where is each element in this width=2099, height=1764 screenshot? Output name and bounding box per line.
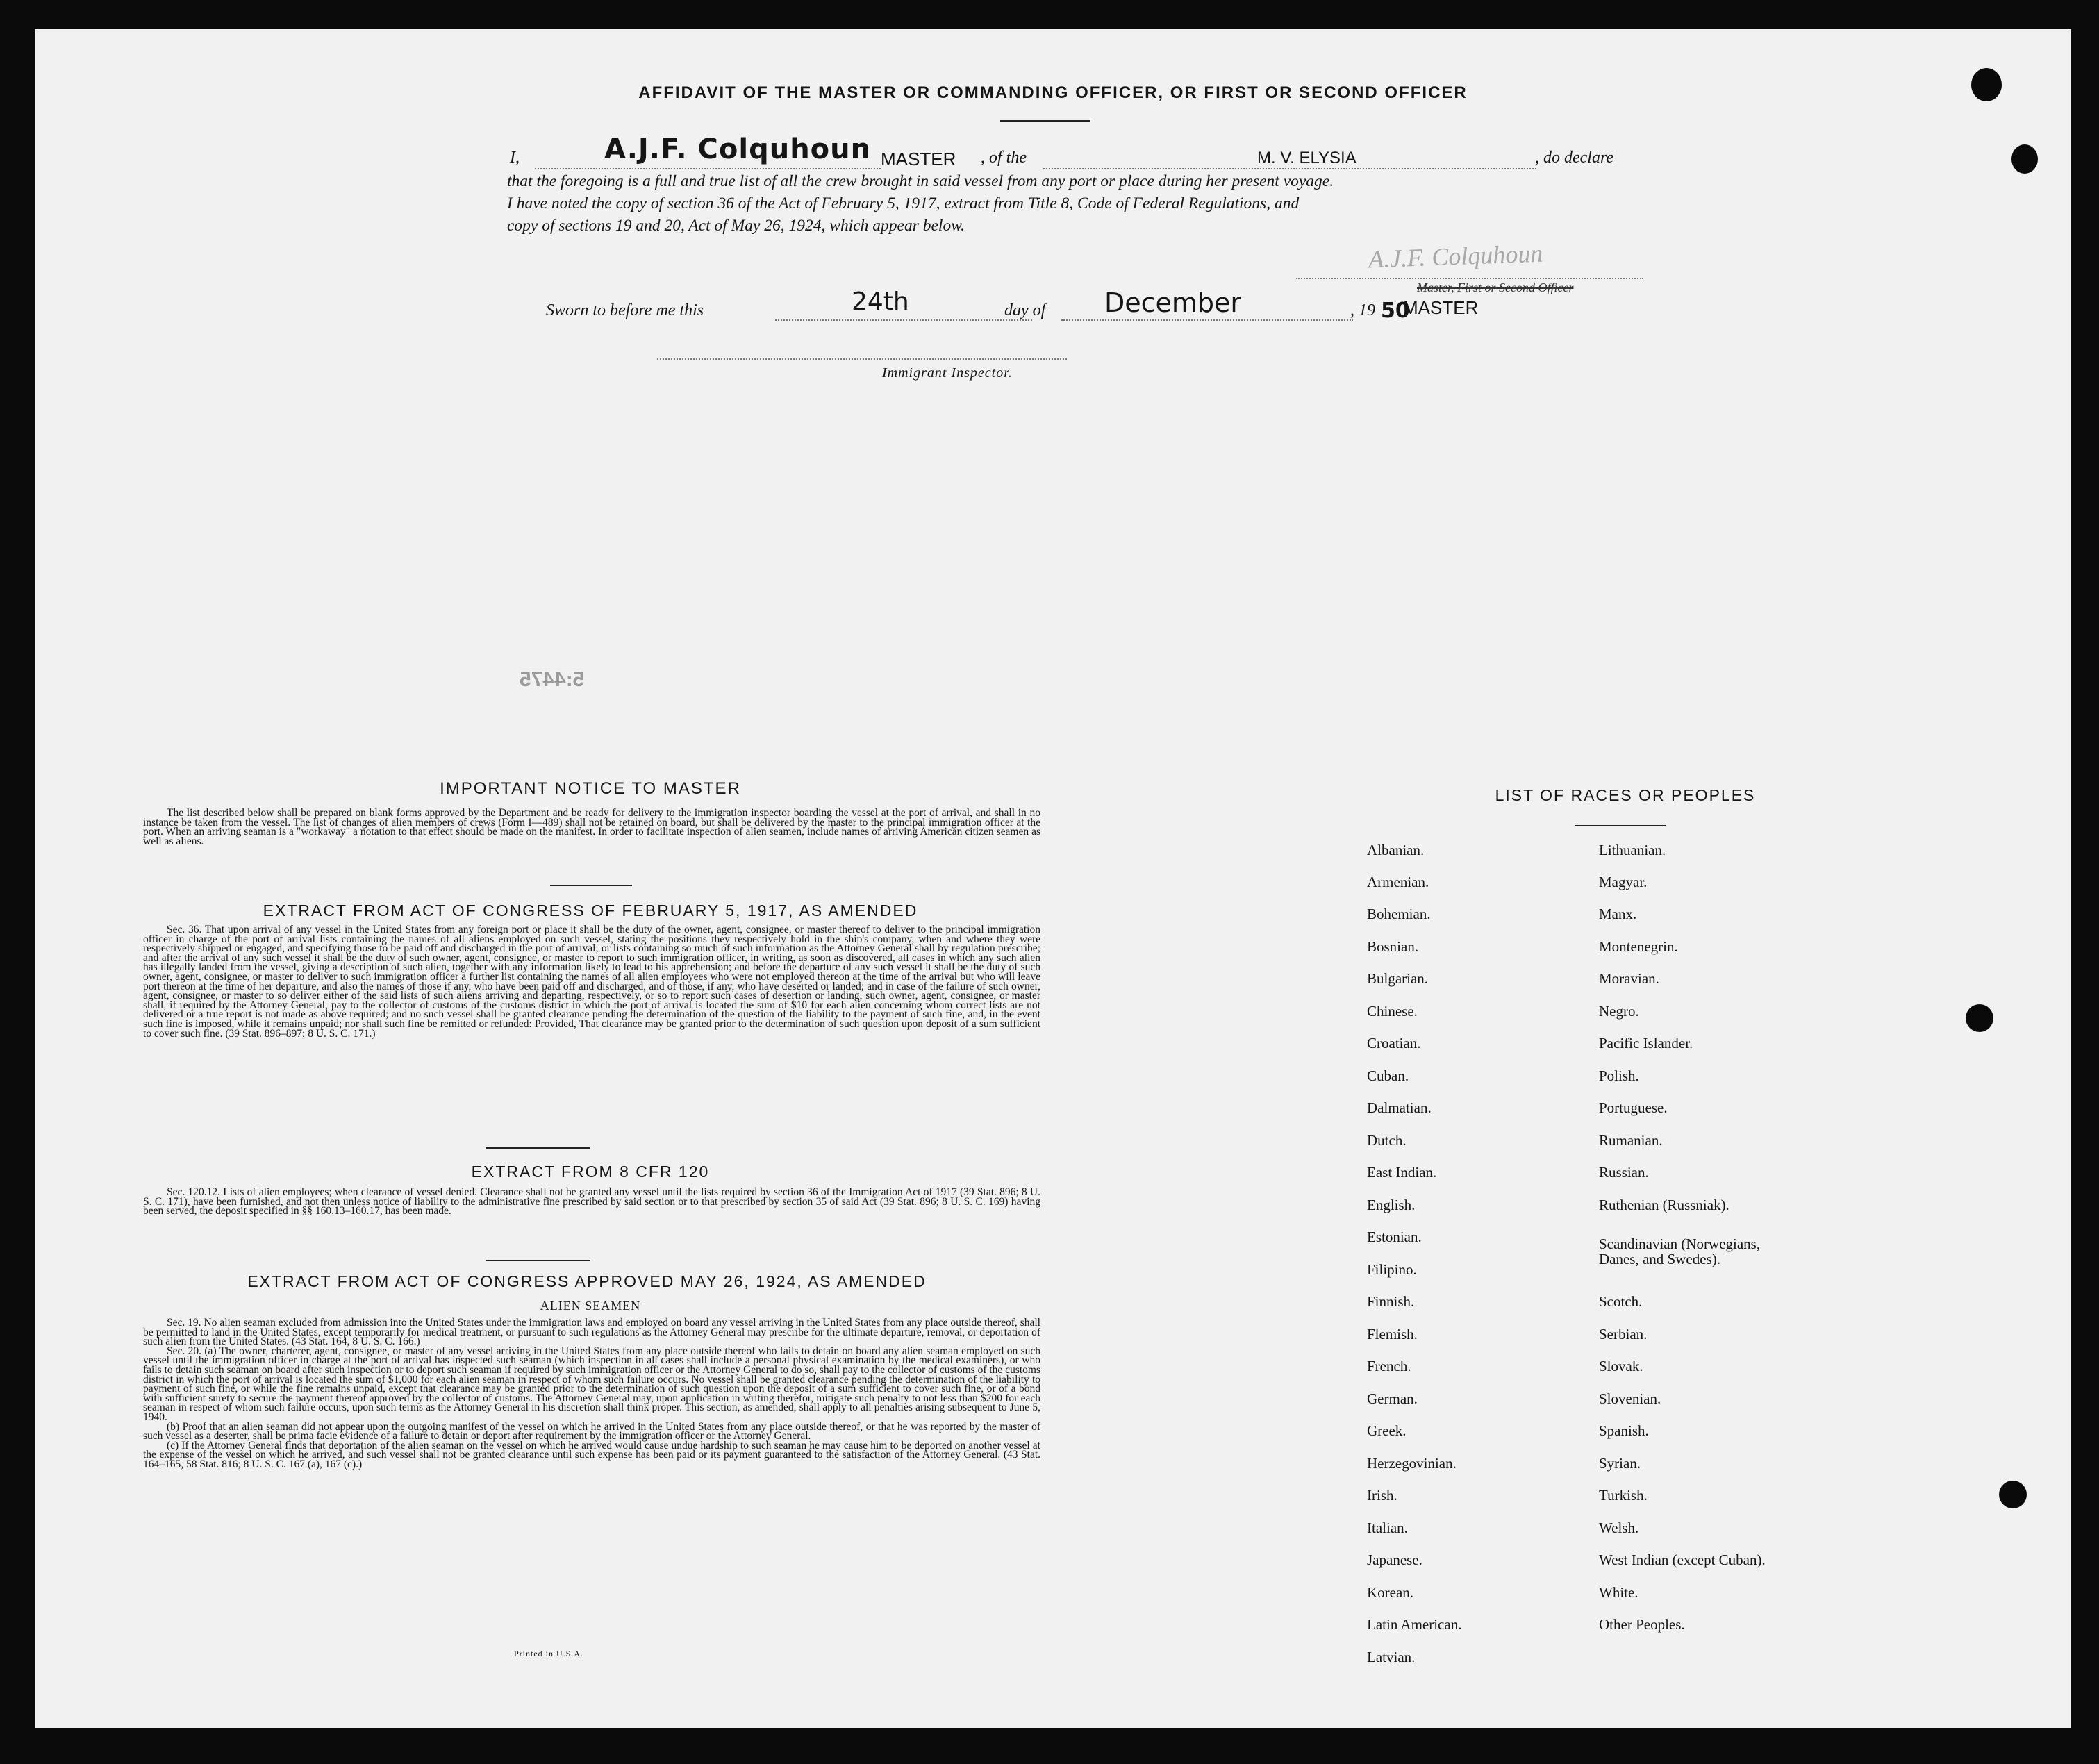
extract-1924-title: EXTRACT FROM ACT OF CONGRESS APPROVED MAY 26, 1924, AS AMENDED <box>247 1272 927 1290</box>
extract-cfr-rule <box>486 1260 590 1261</box>
do-declare-label: , do declare <box>1535 149 1614 167</box>
race-left-item: Irish. <box>1367 1487 1397 1504</box>
race-right-item: Syrian. <box>1599 1455 1641 1472</box>
race-right-item: Polish. <box>1599 1067 1639 1084</box>
section-120-paragraph: Sec. 120.12. Lists of alien employees; when clearance of vessel denied. Clearance shall not be granted any vessel until the lists required by section 36 of the Immigration Act of 1917 (39 Stat. 896; 8 U. S. C. 171), have been furnished, and not then unless notice of liability to the administrative fine prescribed by said section or to that prescribed by section 35 of said Act (39 Stat. 896; 8 U. S. C. 169) having been served, the deposit specified in §§ 160.13–160.17, has been made. <box>143 1186 1040 1217</box>
vessel-field-line <box>1043 168 1536 169</box>
name-field-line <box>535 168 881 169</box>
notice-rule <box>550 885 632 886</box>
race-right-item: Pacific Islander. <box>1599 1035 1693 1051</box>
race-left-item: Filipino. <box>1367 1261 1417 1278</box>
race-left-item: Korean. <box>1367 1584 1414 1601</box>
master-signature: A.J.F. Colquhoun <box>1368 239 1543 274</box>
race-left-item: Herzegovinian. <box>1367 1455 1457 1472</box>
day-of-label: day of <box>1004 301 1046 319</box>
day-handwritten: 24th <box>852 288 909 316</box>
inspector-label: Immigrant Inspector. <box>882 365 1013 381</box>
affidavit-line-3: I have noted the copy of section 36 of the Act of February 5, 1917, extract from Title 8, Code of Federal Regulations, and <box>507 194 1300 213</box>
race-left-item: Bosnian. <box>1367 938 1419 955</box>
extract-1917-text <box>143 925 1040 1038</box>
punch-hole <box>1966 1004 1993 1032</box>
race-left-item: Cuban. <box>1367 1067 1409 1084</box>
affidavit-line-4: copy of sections 19 and 20, Act of May 26, 1924, which appear below. <box>507 217 965 235</box>
race-right-item: Moravian. <box>1599 970 1659 987</box>
race-left-item: Bohemian. <box>1367 906 1431 922</box>
inspector-line <box>657 358 1067 360</box>
punch-hole <box>2011 144 2038 174</box>
race-left-item: Greek. <box>1367 1422 1407 1439</box>
master-name-handwritten: A.J.F. Colquhoun <box>604 133 872 165</box>
day-field-line <box>775 319 1032 321</box>
year-handwritten: 50 <box>1381 299 1410 323</box>
punch-hole <box>1999 1481 2027 1508</box>
race-right-item: Scotch. <box>1599 1293 1643 1310</box>
race-right-item: Montenegrin. <box>1599 938 1678 955</box>
race-right-item: Russian. <box>1599 1164 1649 1181</box>
section-36-paragraph: Sec. 36. That upon arrival of any vessel in the United States from any foreign port or place it shall be the duty of the owner, agent, consignee, or master thereof to deliver to the principal immigration officer in charge of the port of arrival lists containing the names of all aliens employed on such vessel, stating the positions they respectively hold in the ship's company, when and where they were respectively shipped or engaged, and specifying those to be paid off and discharged in the port of arrival; or lists containing so much of such information as the Attorney General shall by regulation prescribe; and after the arrival of any such vessel it shall be the duty of such owner, agent, consignee, or master to report to such immigration officer, in writing, as soon as discovered, all cases in which any such alien has illegally landed from the vessel, giving a description of such alien, together with any information likely to lead to his apprehension; and before the departure of any such vessel it shall be the duty of such owner, agent, consignee, or master to deliver to such immigration officer a further list containing the names of all alien employees who were not employed thereon at the time of the arrival but who will leave port thereon at the time of her departure, and also the names of those if any, who have been paid off and discharged, and of those, if any, who have deserted or landed; and in case of the failure of such owner, agent, consignee, or master to so deliver either of the said lists of such aliens arriving and departing, respectively, or so to report such cases of desertion or landing, such owner, agent, consignee, or master shall, if required by the Attorney General, pay to the collector of customs of the customs district in which the port of arrival is located the sum of $10 for each alien concerning whom correct lists are not delivered or a true report is not made as above required; and no such vessel shall be granted clearance pending the determination of the question of the liability to the payment of such fine, and, in the event such fine is imposed, while it remains unpaid; nor shall such fine be remitted or refunded: Provided, That clearance may be granted prior to the determination of such question upon deposit of a sum sufficient to cover such fine. (39 Stat. 896–897; 8 U. S. C. 171.) <box>143 924 1040 1040</box>
race-left-item: Italian. <box>1367 1520 1408 1536</box>
section-20c-paragraph: (c) If the Attorney General finds that deportation of the alien seaman on the vessel on which he arrived would cause undue hardship to such seaman he may cause him to be deported on another vessel at the expense of the vessel on which he arrived, and such vessel shall not be granted clearance until such expense has been paid or its payment guaranteed to the satisfaction of the Attorney General. (43 Stat. 164–165, 58 Stat. 816; 8 U. S. C. 167 (a), 167 (c).) <box>143 1439 1040 1470</box>
rank-value: MASTER <box>881 149 956 169</box>
year-prefix: , 19 <box>1350 301 1375 319</box>
race-left-item: Latvian. <box>1367 1649 1416 1665</box>
race-left-item: English. <box>1367 1197 1416 1213</box>
alien-seamen-subtitle: ALIEN SEAMEN <box>540 1299 641 1313</box>
section-20b-paragraph: (b) Proof that an alien seaman did not appear upon the outgoing manifest of the vessel on which he arrived in the United States from any place outside thereof, or that he was reported by the master of such vessel as a deserter, shall be prima facie evidence of a failure to detain or deport after requirement by the immigration officer or the Attorney General. <box>143 1420 1040 1442</box>
race-left-item: Japanese. <box>1367 1551 1422 1568</box>
extract-1924-text <box>143 1318 1040 1470</box>
document-page <box>35 29 2071 1728</box>
race-left-item: Armenian. <box>1367 874 1429 890</box>
extract-1917-rule <box>486 1147 590 1149</box>
race-right-item: Other Peoples. <box>1599 1616 1685 1633</box>
race-right-item: Welsh. <box>1599 1520 1639 1536</box>
affidavit-i-label: I, <box>510 149 520 167</box>
races-rule <box>1575 825 1666 826</box>
race-right-item: Slovenian. <box>1599 1390 1661 1407</box>
race-left-item: Finnish. <box>1367 1293 1415 1310</box>
affidavit-line-2: that the foregoing is a full and true list of all the crew brought in said vessel from any port or place during her present voyage. <box>507 172 1334 190</box>
sworn-label: Sworn to before me this <box>546 301 704 319</box>
race-right-item: Manx. <box>1599 906 1637 922</box>
extract-cfr-text <box>143 1188 1040 1216</box>
extract-1917-title: EXTRACT FROM ACT OF CONGRESS OF FEBRUARY 5, 1917, AS AMENDED <box>263 901 918 920</box>
race-right-item: Ruthenian (Russniak). <box>1599 1197 1729 1213</box>
race-right-item: Negro. <box>1599 1003 1639 1020</box>
of-the-label: , of the <box>981 149 1027 167</box>
notice-title: IMPORTANT NOTICE TO MASTER <box>440 779 741 798</box>
month-handwritten: December <box>1104 288 1242 318</box>
race-right-item: Slovak. <box>1599 1358 1643 1374</box>
race-right-item: Rumanian. <box>1599 1132 1663 1149</box>
race-right-item: Serbian. <box>1599 1326 1648 1342</box>
struck-officer-title: Master, First or Second Officer <box>1417 281 1574 294</box>
affidavit-title: AFFIDAVIT OF THE MASTER OR COMMANDING OFFICER, OR FIRST OR SECOND OFFICER <box>638 83 1468 102</box>
extract-cfr-title: EXTRACT FROM 8 CFR 120 <box>471 1163 710 1181</box>
race-left-item: Bulgarian. <box>1367 970 1429 987</box>
month-field-line <box>1061 319 1353 321</box>
race-left-item: Chinese. <box>1367 1003 1418 1020</box>
section-20a-paragraph: Sec. 20. (a) The owner, charterer, agent, consignee, or master of any vessel arriving in the United States from any place outside thereof who fails to detain on board any alien seaman employed on such vessel until the immigration officer in charge at the port of arrival has inspected such seaman (which inspection in all cases shall include a personal physical examination by the medical examiners), or who fails to detain such seaman on board after such inspection or to deport such seaman if required by such immigration officer or the Attorney General to do so, shall pay to the collector of customs of the customs district in which the port of arrival is located the sum of $1,000 for each alien seaman in respect of whom such failure occurs. No vessel shall be granted clearance pending the determination of the liability to payment of such fine, or while the fine remains unpaid, except that clearance may be granted prior to the determination of such question upon the deposit of a sum sufficient to cover such fine, or of a bond with sufficient surety to secure the payment thereof approved by the collector of customs. The Attorney General may, upon application in writing therefor, mitigate such penalty to not less than $200 for each seaman in respect of whom such failure occurs, upon such terms as the Attorney General in his discretion shall think proper. This section, as amended, shall apply to all penalties arising subsequent to June 5, 1940. <box>143 1345 1040 1423</box>
race-right-item: West Indian (except Cuban). <box>1599 1551 1766 1568</box>
races-title: LIST OF RACES OR PEOPLES <box>1495 786 1756 804</box>
race-right-item: Lithuanian. <box>1599 842 1666 858</box>
race-right-item: Portuguese. <box>1599 1099 1668 1116</box>
race-left-item: Flemish. <box>1367 1326 1418 1342</box>
signer-title: MASTER <box>1403 297 1479 318</box>
race-left-item: East Indian. <box>1367 1164 1437 1181</box>
race-left-item: French. <box>1367 1358 1411 1374</box>
notice-text <box>143 808 1040 846</box>
vessel-name: M. V. ELYSIA <box>1257 149 1357 167</box>
race-left-item: Dutch. <box>1367 1132 1407 1149</box>
race-right-item: Scandinavian (Norwegians, Danes, and Swedes). <box>1599 1235 1761 1267</box>
race-right-item: Magyar. <box>1599 874 1648 890</box>
race-left-item: Albanian. <box>1367 842 1425 858</box>
bleed-through-stamp: 5:4475 <box>520 668 585 691</box>
notice-paragraph: The list described below shall be prepared on blank forms approved by the Department and be ready for delivery to the immigration inspector boarding the vessel at the port of arrival, and shall in no instance be taken from the vessel. The list of changes of alien members of crews (Form I—489) shall not be retained on board, but shall be delivered by the master to the principal immigration officer at the port. When an arriving seaman is a "workaway" a notation to that effect should be made on the manifest. In order to facilitate inspection of alien seamen, include names of arriving American citizen seamen as well as aliens. <box>143 807 1040 847</box>
race-left-item: Croatian. <box>1367 1035 1421 1051</box>
race-right-item: Spanish. <box>1599 1422 1649 1439</box>
race-left-item: Latin American. <box>1367 1616 1462 1633</box>
race-left-item: Dalmatian. <box>1367 1099 1432 1116</box>
signature-line <box>1296 278 1643 279</box>
race-right-item: Turkish. <box>1599 1487 1648 1504</box>
race-left-item: Estonian. <box>1367 1229 1422 1245</box>
race-left-item: German. <box>1367 1390 1418 1407</box>
section-19-paragraph: Sec. 19. No alien seaman excluded from admission into the United States under the immigration laws and employed on board any vessel arriving in the United States from any place outside thereof, shall be permitted to land in the United States, except temporarily for medical treatment, or pursuant to such regulations as the Attorney General may prescribe for the ultimate departure, removal, or deportation of such alien from the United States. (43 Stat. 164, 8 U. S. C. 166.) <box>143 1317 1040 1348</box>
race-right-item: White. <box>1599 1584 1638 1601</box>
title-underline <box>1000 120 1090 122</box>
printed-in-usa: Printed in U.S.A. <box>514 1649 584 1658</box>
